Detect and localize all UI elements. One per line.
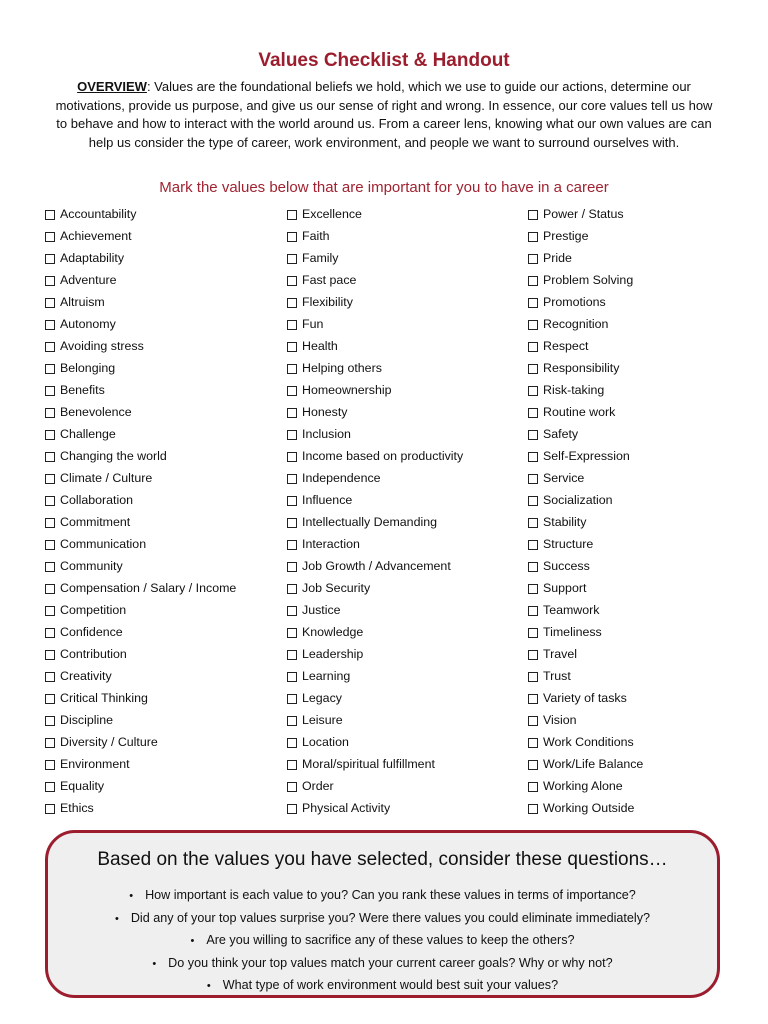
value-label: Competition — [60, 603, 127, 617]
checkbox-icon[interactable] — [287, 496, 297, 506]
value-checkbox-item[interactable] — [287, 469, 463, 491]
value-label: Inclusion — [302, 427, 351, 441]
checkbox-icon[interactable] — [287, 650, 297, 660]
value-label: Support — [543, 581, 587, 595]
value-label: Creativity — [60, 669, 112, 683]
question-text: How important is each value to you? Can you rank these values in terms of importance? — [145, 888, 636, 902]
value-label: Trust — [543, 669, 571, 683]
checkbox-icon[interactable] — [287, 386, 297, 396]
value-checkbox-item[interactable] — [528, 601, 643, 623]
value-label: Leisure — [302, 713, 343, 727]
checkbox-icon[interactable] — [528, 606, 538, 616]
value-label: Problem Solving — [543, 273, 634, 287]
value-checkbox-item[interactable] — [287, 293, 463, 315]
value-checkbox-item[interactable] — [287, 403, 463, 425]
checkbox-icon[interactable] — [287, 694, 297, 704]
value-checkbox-item[interactable] — [528, 227, 643, 249]
value-label: Changing the world — [60, 449, 167, 463]
value-label: Success — [543, 559, 590, 573]
value-checkbox-item[interactable] — [45, 645, 236, 667]
checkbox-icon[interactable] — [528, 232, 538, 242]
value-checkbox-item[interactable] — [287, 359, 463, 381]
value-label: Routine work — [543, 405, 616, 419]
checkbox-icon[interactable] — [287, 298, 297, 308]
value-label: Respect — [543, 339, 589, 353]
checklist-instruction: Mark the values below that are important for you to have in a career — [159, 179, 609, 196]
value-label: Learning — [302, 669, 351, 683]
value-checkbox-item[interactable] — [528, 315, 643, 337]
checkbox-icon[interactable] — [287, 738, 297, 748]
checkbox-icon[interactable] — [287, 782, 297, 792]
checkbox-icon[interactable] — [287, 562, 297, 572]
value-checkbox-item[interactable] — [45, 535, 236, 557]
value-checkbox-item[interactable] — [45, 733, 236, 755]
value-checkbox-item[interactable] — [287, 249, 463, 271]
value-checkbox-item[interactable] — [45, 381, 236, 403]
value-label: Community — [60, 559, 123, 573]
question-text: Are you willing to sacrifice any of these values to keep the others? — [206, 933, 575, 948]
checkbox-icon[interactable] — [528, 342, 538, 352]
value-checkbox-item[interactable] — [45, 623, 236, 645]
value-label: Family — [302, 251, 339, 265]
value-checkbox-item[interactable] — [45, 227, 236, 249]
questions-box-title: Based on the values you have selected, consider these questions… — [97, 849, 668, 870]
checkbox-icon[interactable] — [45, 408, 55, 418]
value-label: Avoiding stress — [60, 339, 144, 353]
value-checkbox-item[interactable] — [45, 777, 236, 799]
page-title: Values Checklist & Handout — [258, 50, 510, 71]
value-label: Independence — [302, 471, 381, 485]
value-checkbox-item[interactable] — [287, 799, 463, 821]
value-label: Influence — [302, 493, 353, 507]
value-checkbox-item[interactable] — [287, 557, 463, 579]
question-item — [48, 974, 717, 997]
value-checkbox-item[interactable] — [287, 513, 463, 535]
value-label: Job Security — [302, 581, 371, 595]
checkbox-icon[interactable] — [528, 650, 538, 660]
question-text: Did any of your top values surprise you? Were there values you could eliminate immediately? — [130, 910, 651, 925]
checkbox-icon[interactable] — [45, 694, 55, 704]
question-item — [48, 929, 717, 952]
value-checkbox-item[interactable] — [287, 227, 463, 249]
value-label: Confidence — [60, 625, 123, 639]
checkbox-icon[interactable] — [45, 738, 55, 748]
checkbox-icon[interactable] — [528, 760, 538, 770]
value-checkbox-item[interactable] — [287, 271, 463, 293]
value-label: Risk-taking — [543, 383, 605, 397]
checkbox-icon[interactable] — [45, 254, 55, 264]
value-checkbox-item[interactable] — [287, 425, 463, 447]
checkbox-icon[interactable] — [528, 672, 538, 682]
value-label: Achievement — [60, 229, 132, 243]
checkbox-icon[interactable] — [528, 474, 538, 484]
value-label: Pride — [543, 251, 572, 265]
value-label: Benevolence — [60, 405, 132, 419]
value-checkbox-item[interactable] — [287, 381, 463, 403]
value-checkbox-item[interactable] — [528, 799, 643, 821]
checkbox-icon[interactable] — [287, 254, 297, 264]
value-label: Fun — [302, 317, 324, 331]
value-checkbox-item[interactable] — [45, 667, 236, 689]
value-checkbox-item[interactable] — [528, 755, 643, 777]
value-label: Variety of tasks — [543, 691, 627, 705]
value-checkbox-item[interactable] — [287, 667, 463, 689]
value-checkbox-item[interactable] — [528, 623, 643, 645]
value-label: Flexibility — [302, 295, 353, 309]
checkbox-icon[interactable] — [528, 540, 538, 550]
checkbox-icon[interactable] — [45, 650, 55, 660]
value-checkbox-item[interactable] — [528, 271, 643, 293]
value-label: Power / Status — [543, 207, 624, 221]
checkbox-icon[interactable] — [287, 804, 297, 814]
value-checkbox-item[interactable] — [45, 337, 236, 359]
overview-paragraph — [50, 78, 718, 152]
value-checkbox-item[interactable] — [287, 205, 463, 227]
value-label: Benefits — [60, 383, 105, 397]
value-label: Justice — [302, 603, 341, 617]
checkbox-icon[interactable] — [528, 518, 538, 528]
checkbox-icon[interactable] — [45, 496, 55, 506]
checkbox-icon[interactable] — [287, 452, 297, 462]
bullet-icon: • — [206, 980, 211, 993]
value-label: Climate / Culture — [60, 471, 153, 485]
checkbox-icon[interactable] — [45, 562, 55, 572]
value-label: Work/Life Balance — [543, 757, 644, 771]
value-checkbox-item[interactable] — [45, 557, 236, 579]
checkbox-icon[interactable] — [287, 408, 297, 418]
value-checkbox-item[interactable] — [45, 359, 236, 381]
value-checkbox-item[interactable] — [528, 249, 643, 271]
value-checkbox-item[interactable] — [528, 293, 643, 315]
value-checkbox-item[interactable] — [45, 755, 236, 777]
value-checkbox-item[interactable] — [287, 645, 463, 667]
checkbox-icon[interactable] — [528, 298, 538, 308]
value-label: Health — [302, 339, 338, 353]
value-label: Timeliness — [543, 625, 602, 639]
value-label: Adventure — [60, 273, 117, 287]
bullet-icon: • — [190, 935, 195, 948]
value-checkbox-item[interactable] — [45, 271, 236, 293]
value-checkbox-item[interactable] — [45, 601, 236, 623]
checkbox-icon[interactable] — [45, 540, 55, 550]
value-label: Ethics — [60, 801, 94, 815]
value-label: Responsibility — [543, 361, 620, 375]
value-label: Vision — [543, 713, 577, 727]
checkbox-icon[interactable] — [45, 320, 55, 330]
checkbox-icon[interactable] — [287, 210, 297, 220]
value-checkbox-item[interactable] — [528, 711, 643, 733]
value-checkbox-item[interactable] — [528, 447, 643, 469]
value-checkbox-item[interactable] — [528, 733, 643, 755]
value-label: Equality — [60, 779, 105, 793]
checkbox-icon[interactable] — [528, 496, 538, 506]
value-label: Self-Expression — [543, 449, 630, 463]
value-label: Excellence — [302, 207, 362, 221]
checkbox-icon[interactable] — [287, 232, 297, 242]
checkbox-icon[interactable] — [528, 210, 538, 220]
checkbox-icon[interactable] — [528, 716, 538, 726]
checkbox-icon[interactable] — [528, 364, 538, 374]
values-column-1 — [45, 205, 236, 821]
value-label: Promotions — [543, 295, 606, 309]
checkbox-icon[interactable] — [528, 628, 538, 638]
question-item — [48, 884, 717, 907]
checkbox-icon[interactable] — [45, 716, 55, 726]
value-label: Intellectually Demanding — [302, 515, 437, 529]
value-checkbox-item[interactable] — [287, 447, 463, 469]
checkbox-icon[interactable] — [287, 320, 297, 330]
checkbox-icon[interactable] — [287, 276, 297, 286]
checkbox-icon[interactable] — [45, 364, 55, 374]
value-label: Moral/spiritual fulfillment — [302, 757, 435, 771]
checkbox-icon[interactable] — [45, 672, 55, 682]
value-checkbox-item[interactable] — [45, 799, 236, 821]
value-checkbox-item[interactable] — [528, 403, 643, 425]
overview-label: OVERVIEW — [77, 79, 147, 94]
value-label: Socialization — [543, 493, 613, 507]
value-label: Challenge — [60, 427, 116, 441]
value-label: Compensation / Salary / Income — [60, 581, 237, 595]
checkbox-icon[interactable] — [528, 430, 538, 440]
value-checkbox-item[interactable] — [45, 491, 236, 513]
value-label: Faith — [302, 229, 330, 243]
question-text: What type of work environment would best suit your values? — [222, 978, 559, 993]
bullet-icon: • — [152, 957, 157, 970]
value-checkbox-item[interactable] — [528, 667, 643, 689]
checkbox-icon[interactable] — [287, 364, 297, 374]
checkbox-icon[interactable] — [287, 342, 297, 352]
questions-box — [45, 830, 720, 998]
checkbox-icon[interactable] — [528, 804, 538, 814]
value-checkbox-item[interactable] — [287, 579, 463, 601]
value-label: Physical Activity — [302, 801, 391, 815]
value-checkbox-item[interactable] — [528, 337, 643, 359]
value-label: Fast pace — [302, 273, 357, 287]
value-checkbox-item[interactable] — [45, 249, 236, 271]
value-label: Helping others — [302, 361, 382, 375]
checkbox-icon[interactable] — [287, 518, 297, 528]
value-checkbox-item[interactable] — [287, 755, 463, 777]
checkbox-icon[interactable] — [287, 760, 297, 770]
value-label: Job Growth / Advancement — [302, 559, 451, 573]
checkbox-icon[interactable] — [528, 694, 538, 704]
value-checkbox-item[interactable] — [528, 645, 643, 667]
checkbox-icon[interactable] — [45, 298, 55, 308]
value-checkbox-item[interactable] — [45, 403, 236, 425]
value-checkbox-item[interactable] — [45, 315, 236, 337]
value-label: Working Alone — [543, 779, 623, 793]
checkbox-icon[interactable] — [45, 760, 55, 770]
value-checkbox-item[interactable] — [287, 315, 463, 337]
checkbox-icon[interactable] — [528, 738, 538, 748]
checkbox-icon[interactable] — [45, 452, 55, 462]
value-label: Legacy — [302, 691, 342, 705]
values-column-3 — [528, 205, 643, 821]
checkbox-icon[interactable] — [528, 276, 538, 286]
value-label: Belonging — [60, 361, 116, 375]
value-label: Collaboration — [60, 493, 134, 507]
value-label: Accountability — [60, 207, 137, 221]
value-checkbox-item[interactable] — [45, 293, 236, 315]
bullet-icon: • — [129, 890, 134, 902]
checkbox-icon[interactable] — [287, 672, 297, 682]
value-label: Altruism — [60, 295, 105, 309]
value-checkbox-item[interactable] — [528, 535, 643, 557]
checkbox-icon[interactable] — [287, 474, 297, 484]
value-label: Prestige — [543, 229, 589, 243]
value-label: Discipline — [60, 713, 114, 727]
value-checkbox-item[interactable] — [528, 205, 643, 227]
checkbox-icon[interactable] — [45, 232, 55, 242]
value-label: Stability — [543, 515, 587, 529]
value-label: Honesty — [302, 405, 348, 419]
value-label: Working Outside — [543, 801, 635, 815]
value-checkbox-item[interactable] — [45, 205, 236, 227]
value-checkbox-item[interactable] — [528, 777, 643, 799]
value-checkbox-item[interactable] — [287, 689, 463, 711]
value-label: Travel — [543, 647, 577, 661]
checkbox-icon[interactable] — [45, 210, 55, 220]
checkbox-icon[interactable] — [287, 540, 297, 550]
checkbox-icon[interactable] — [45, 474, 55, 484]
value-label: Safety — [543, 427, 579, 441]
value-checkbox-item[interactable] — [287, 491, 463, 513]
question-text: Do you think your top values match your current career goals? Why or why not? — [168, 955, 613, 970]
checkbox-icon[interactable] — [528, 254, 538, 264]
value-label: Contribution — [60, 647, 127, 661]
checkbox-icon[interactable] — [287, 430, 297, 440]
value-checkbox-item[interactable] — [528, 579, 643, 601]
value-label: Leadership — [302, 647, 364, 661]
checkbox-icon[interactable] — [45, 584, 55, 594]
checkbox-icon[interactable] — [528, 320, 538, 330]
value-checkbox-item[interactable] — [528, 557, 643, 579]
checkbox-icon[interactable] — [287, 584, 297, 594]
questions-list — [48, 884, 717, 997]
value-checkbox-item[interactable] — [45, 447, 236, 469]
value-label: Income based on productivity — [302, 449, 464, 463]
value-checkbox-item[interactable] — [287, 337, 463, 359]
value-checkbox-item[interactable] — [287, 535, 463, 557]
value-label: Critical Thinking — [60, 691, 148, 705]
value-label: Environment — [60, 757, 130, 771]
value-checkbox-item[interactable] — [287, 733, 463, 755]
checkbox-icon[interactable] — [45, 430, 55, 440]
checkbox-icon[interactable] — [528, 452, 538, 462]
value-checkbox-item[interactable] — [528, 491, 643, 513]
checkbox-icon[interactable] — [45, 804, 55, 814]
value-checkbox-item[interactable] — [287, 711, 463, 733]
checkbox-icon[interactable] — [528, 562, 538, 572]
checkbox-icon[interactable] — [528, 386, 538, 396]
value-label: Location — [302, 735, 349, 749]
value-checkbox-item[interactable] — [45, 469, 236, 491]
value-label: Order — [302, 779, 334, 793]
value-checkbox-item[interactable] — [528, 513, 643, 535]
value-label: Adaptability — [60, 251, 125, 265]
checkbox-icon[interactable] — [45, 606, 55, 616]
checkbox-icon[interactable] — [528, 408, 538, 418]
value-checkbox-item[interactable] — [45, 425, 236, 447]
value-checkbox-item[interactable] — [287, 777, 463, 799]
value-checkbox-item[interactable] — [45, 711, 236, 733]
value-label: Teamwork — [543, 603, 600, 617]
value-label: Recognition — [543, 317, 609, 331]
checkbox-icon[interactable] — [287, 606, 297, 616]
value-checkbox-item[interactable] — [45, 689, 236, 711]
checkbox-icon[interactable] — [45, 782, 55, 792]
value-checkbox-item[interactable] — [528, 359, 643, 381]
value-label: Communication — [60, 537, 147, 551]
checkbox-icon[interactable] — [528, 782, 538, 792]
value-label: Knowledge — [302, 625, 364, 639]
value-checkbox-item[interactable] — [528, 381, 643, 403]
checkbox-icon[interactable] — [45, 386, 55, 396]
value-checkbox-item[interactable] — [287, 601, 463, 623]
value-checkbox-item[interactable] — [45, 579, 236, 601]
bullet-icon: • — [114, 912, 119, 925]
checkbox-icon[interactable] — [528, 584, 538, 594]
value-label: Diversity / Culture — [60, 735, 158, 749]
checkbox-icon[interactable] — [45, 276, 55, 286]
question-item — [48, 952, 717, 975]
checkbox-icon[interactable] — [45, 342, 55, 352]
checkbox-icon[interactable] — [287, 628, 297, 638]
value-label: Service — [543, 471, 585, 485]
value-checkbox-item[interactable] — [528, 689, 643, 711]
overview-text: : Values are the foundational beliefs we hold, which we use to guide our actions, determine our motivations, provide us purpose, and give us our sense of right and wrong. In essence, our core values tell us how to behave and how to interact with the world around us. From a career lens, knowing what our own values are can help us consider the type of career, work environment, and people we want to surround ourselves with. — [55, 79, 713, 150]
value-label: Homeownership — [302, 383, 392, 397]
question-item — [48, 907, 717, 930]
value-checkbox-item[interactable] — [287, 623, 463, 645]
value-checkbox-item[interactable] — [45, 513, 236, 535]
value-label: Work Conditions — [543, 735, 634, 749]
checkbox-icon[interactable] — [287, 716, 297, 726]
value-label: Structure — [543, 537, 594, 551]
value-checkbox-item[interactable] — [528, 425, 643, 447]
value-label: Interaction — [302, 537, 360, 551]
value-label: Commitment — [60, 515, 131, 529]
value-label: Autonomy — [60, 317, 116, 331]
value-checkbox-item[interactable] — [528, 469, 643, 491]
checkbox-icon[interactable] — [45, 628, 55, 638]
checkbox-icon[interactable] — [45, 518, 55, 528]
values-column-2 — [287, 205, 463, 821]
